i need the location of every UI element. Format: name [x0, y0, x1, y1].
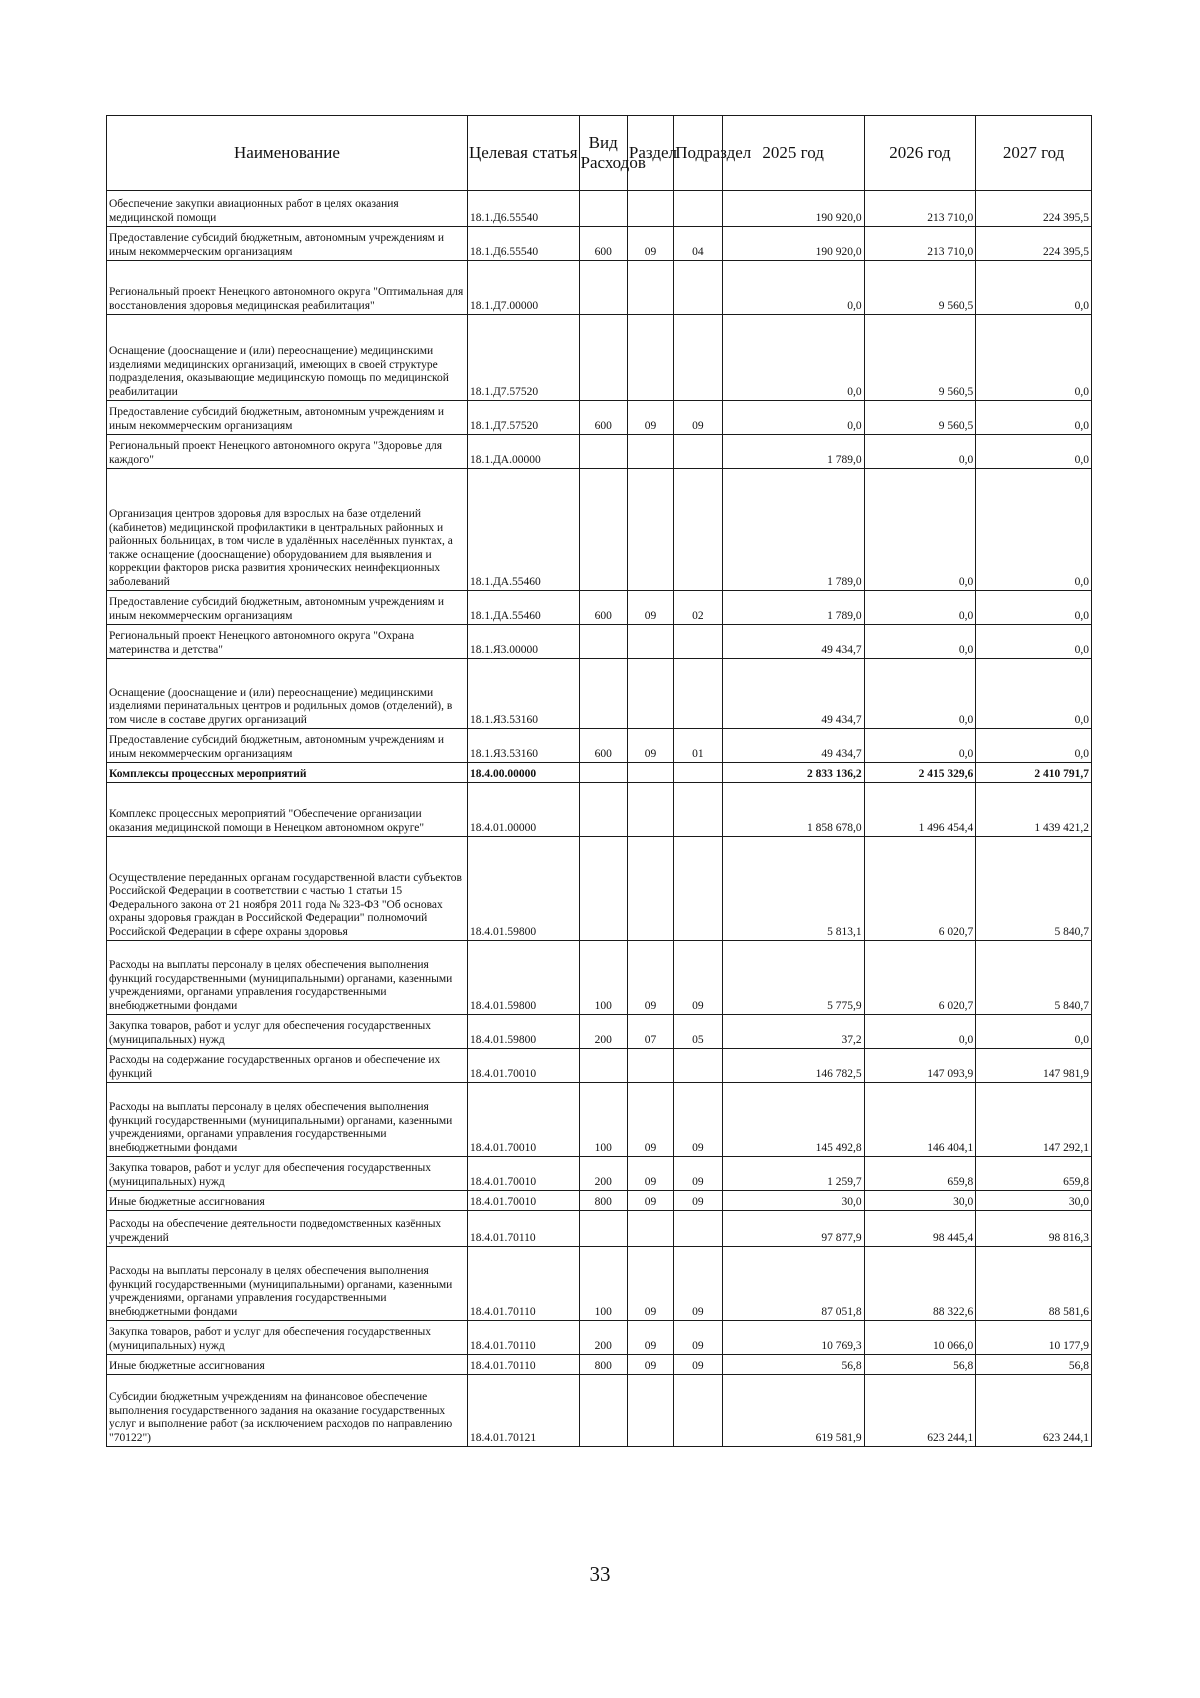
row-subsection: [674, 469, 722, 591]
row-value-2027: 56,8: [976, 1355, 1092, 1375]
row-target-article: 18.4.01.70010: [467, 1191, 579, 1211]
col-header-expense-type: Вид Расходов: [579, 116, 627, 191]
row-value-2025: 10 769,3: [722, 1321, 864, 1355]
row-value-2027: 0,0: [976, 469, 1092, 591]
row-value-2027: 98 816,3: [976, 1211, 1092, 1247]
table-row: [107, 1083, 1092, 1157]
row-name: Субсидии бюджетным учреждениям на финансовое обеспечение выполнения государственного задания на оказание государственных услуг и выполнение работ (за исключением расходов по направлению "70122"): [107, 1375, 468, 1447]
row-subsection: 09: [674, 401, 722, 435]
row-expense-type: 800: [579, 1191, 627, 1211]
row-target-article: 18.4.01.59800: [467, 941, 579, 1015]
row-subsection: 04: [674, 227, 722, 261]
row-section: [627, 469, 673, 591]
row-value-2027: 0,0: [976, 401, 1092, 435]
table-row: [107, 1191, 1092, 1211]
row-name: Обеспечение закупки авиационных работ в целях оказания медицинской помощи: [107, 191, 468, 227]
row-target-article: 18.4.01.70110: [467, 1355, 579, 1375]
row-value-2026: 98 445,4: [864, 1211, 976, 1247]
row-value-2027: 0,0: [976, 659, 1092, 729]
row-subsection: 09: [674, 1355, 722, 1375]
row-value-2027: 147 981,9: [976, 1049, 1092, 1083]
row-value-2025: 5 775,9: [722, 941, 864, 1015]
table-row: [107, 591, 1092, 625]
row-value-2026: 10 066,0: [864, 1321, 976, 1355]
row-target-article: 18.1.Я3.00000: [467, 625, 579, 659]
row-value-2027: 0,0: [976, 261, 1092, 315]
row-value-2025: 5 813,1: [722, 837, 864, 941]
table-row: [107, 1321, 1092, 1355]
row-value-2027: 0,0: [976, 591, 1092, 625]
row-name: Расходы на обеспечение деятельности подведомственных казённых учреждений: [107, 1211, 468, 1247]
row-expense-type: 100: [579, 1083, 627, 1157]
table-row: [107, 783, 1092, 837]
row-value-2025: 49 434,7: [722, 729, 864, 763]
table-row: [107, 659, 1092, 729]
row-subsection: [674, 191, 722, 227]
row-expense-type: 100: [579, 1247, 627, 1321]
row-value-2026: 9 560,5: [864, 401, 976, 435]
row-value-2026: 0,0: [864, 729, 976, 763]
table-row: [107, 315, 1092, 401]
row-name: Региональный проект Ненецкого автономного округа "Здоровье для каждого": [107, 435, 468, 469]
row-value-2025: 1 789,0: [722, 591, 864, 625]
table-row: [107, 191, 1092, 227]
row-value-2025: 145 492,8: [722, 1083, 864, 1157]
row-expense-type: [579, 625, 627, 659]
row-subsection: 09: [674, 1083, 722, 1157]
table-row: [107, 729, 1092, 763]
row-expense-type: 600: [579, 401, 627, 435]
row-section: [627, 783, 673, 837]
row-subsection: [674, 625, 722, 659]
row-section: [627, 261, 673, 315]
row-value-2026: 0,0: [864, 659, 976, 729]
row-expense-type: [579, 435, 627, 469]
row-expense-type: 600: [579, 729, 627, 763]
row-section: [627, 315, 673, 401]
row-section: 09: [627, 729, 673, 763]
row-value-2026: 0,0: [864, 625, 976, 659]
row-name: Иные бюджетные ассигнования: [107, 1355, 468, 1375]
row-value-2025: 30,0: [722, 1191, 864, 1211]
row-name: Иные бюджетные ассигнования: [107, 1191, 468, 1211]
row-expense-type: [579, 191, 627, 227]
row-expense-type: 200: [579, 1015, 627, 1049]
row-expense-type: 200: [579, 1321, 627, 1355]
row-expense-type: 600: [579, 227, 627, 261]
row-value-2025: 49 434,7: [722, 625, 864, 659]
row-subsection: [674, 1049, 722, 1083]
row-expense-type: 200: [579, 1157, 627, 1191]
row-name: Предоставление субсидий бюджетным, автономным учреждениям и иным некоммерческим организациям: [107, 729, 468, 763]
row-name: Предоставление субсидий бюджетным, автономным учреждениям и иным некоммерческим организациям: [107, 227, 468, 261]
row-expense-type: [579, 315, 627, 401]
row-subsection: 05: [674, 1015, 722, 1049]
row-target-article: 18.4.01.70010: [467, 1083, 579, 1157]
row-value-2026: 6 020,7: [864, 941, 976, 1015]
table-row: [107, 1015, 1092, 1049]
row-value-2026: 9 560,5: [864, 261, 976, 315]
table-body: [107, 191, 1092, 1447]
row-target-article: 18.4.00.00000: [467, 763, 579, 783]
row-name: Оснащение (дооснащение и (или) переоснащение) медицинскими изделиями перинатальных центров и родильных домов (отделений), в том числе в составе других организаций: [107, 659, 468, 729]
row-value-2026: 147 093,9: [864, 1049, 976, 1083]
row-subsection: 09: [674, 1247, 722, 1321]
row-subsection: [674, 315, 722, 401]
row-value-2027: 659,8: [976, 1157, 1092, 1191]
row-target-article: 18.1.Д7.57520: [467, 315, 579, 401]
row-target-article: 18.1.Д7.57520: [467, 401, 579, 435]
row-value-2025: 49 434,7: [722, 659, 864, 729]
row-expense-type: [579, 1211, 627, 1247]
row-subsection: [674, 659, 722, 729]
row-value-2027: 0,0: [976, 1015, 1092, 1049]
row-value-2025: 190 920,0: [722, 227, 864, 261]
row-value-2025: 1 789,0: [722, 469, 864, 591]
budget-sheet: [106, 115, 1092, 1447]
row-target-article: 18.4.01.70110: [467, 1247, 579, 1321]
row-expense-type: [579, 261, 627, 315]
row-name: Региональный проект Ненецкого автономного округа "Оптимальная для восстановления здоровья медицинская реабилитация": [107, 261, 468, 315]
row-subsection: [674, 837, 722, 941]
row-section: 09: [627, 1083, 673, 1157]
row-value-2027: 224 395,5: [976, 227, 1092, 261]
row-value-2027: 2 410 791,7: [976, 763, 1092, 783]
table-row: [107, 941, 1092, 1015]
row-subsection: 09: [674, 1157, 722, 1191]
row-expense-type: 800: [579, 1355, 627, 1375]
row-target-article: 18.4.01.70110: [467, 1211, 579, 1247]
row-target-article: 18.1.Я3.53160: [467, 659, 579, 729]
page-number: 33: [589, 1562, 611, 1586]
row-expense-type: [579, 469, 627, 591]
row-value-2027: 0,0: [976, 435, 1092, 469]
row-section: [627, 1049, 673, 1083]
row-name: Расходы на выплаты персоналу в целях обеспечения выполнения функций государственными (муниципальными) органами, казенными учреждениями, органами управления государственными внебюджетными фондами: [107, 1247, 468, 1321]
row-value-2025: 146 782,5: [722, 1049, 864, 1083]
row-value-2026: 623 244,1: [864, 1375, 976, 1447]
row-value-2027: 5 840,7: [976, 941, 1092, 1015]
row-section: [627, 763, 673, 783]
row-subsection: [674, 763, 722, 783]
row-name: Расходы на содержание государственных органов и обеспечение их функций: [107, 1049, 468, 1083]
row-value-2027: 224 395,5: [976, 191, 1092, 227]
row-section: 09: [627, 941, 673, 1015]
row-section: [627, 191, 673, 227]
row-target-article: 18.4.01.70121: [467, 1375, 579, 1447]
row-value-2025: 1 858 678,0: [722, 783, 864, 837]
row-value-2027: 88 581,6: [976, 1247, 1092, 1321]
row-expense-type: [579, 763, 627, 783]
row-value-2026: 0,0: [864, 591, 976, 625]
row-target-article: 18.1.ДА.55460: [467, 591, 579, 625]
row-section: [627, 1211, 673, 1247]
row-value-2025: 2 833 136,2: [722, 763, 864, 783]
row-value-2025: 0,0: [722, 315, 864, 401]
table-row: [107, 763, 1092, 783]
row-target-article: 18.4.01.70110: [467, 1321, 579, 1355]
row-target-article: 18.1.ДА.55460: [467, 469, 579, 591]
row-value-2025: 1 259,7: [722, 1157, 864, 1191]
row-value-2025: 37,2: [722, 1015, 864, 1049]
row-value-2027: 0,0: [976, 315, 1092, 401]
row-name: Закупка товаров, работ и услуг для обеспечения государственных (муниципальных) нужд: [107, 1157, 468, 1191]
table-row: [107, 625, 1092, 659]
row-target-article: 18.1.Д7.00000: [467, 261, 579, 315]
row-target-article: 18.1.ДА.00000: [467, 435, 579, 469]
row-name: Расходы на выплаты персоналу в целях обеспечения выполнения функций государственными (муниципальными) органами, казенными учреждениями, органами управления государственными внебюджетными фондами: [107, 941, 468, 1015]
row-value-2026: 56,8: [864, 1355, 976, 1375]
table-row: [107, 1247, 1092, 1321]
table-row: [107, 1211, 1092, 1247]
table-row: [107, 1049, 1092, 1083]
row-subsection: [674, 783, 722, 837]
row-subsection: 09: [674, 1321, 722, 1355]
row-target-article: 18.1.Я3.53160: [467, 729, 579, 763]
row-value-2025: 190 920,0: [722, 191, 864, 227]
row-value-2025: 87 051,8: [722, 1247, 864, 1321]
table-row: [107, 469, 1092, 591]
row-subsection: 09: [674, 1191, 722, 1211]
row-subsection: [674, 261, 722, 315]
row-value-2026: 0,0: [864, 435, 976, 469]
row-target-article: 18.4.01.59800: [467, 1015, 579, 1049]
col-header-subsection: Подраздел: [674, 116, 722, 191]
row-value-2026: 146 404,1: [864, 1083, 976, 1157]
row-expense-type: [579, 837, 627, 941]
row-value-2027: 147 292,1: [976, 1083, 1092, 1157]
row-value-2026: 30,0: [864, 1191, 976, 1211]
row-section: [627, 837, 673, 941]
row-value-2027: 0,0: [976, 729, 1092, 763]
row-section: 09: [627, 1247, 673, 1321]
row-name: Закупка товаров, работ и услуг для обеспечения государственных (муниципальных) нужд: [107, 1015, 468, 1049]
row-value-2026: 213 710,0: [864, 191, 976, 227]
row-value-2027: 1 439 421,2: [976, 783, 1092, 837]
table-row: [107, 1375, 1092, 1447]
row-value-2026: 659,8: [864, 1157, 976, 1191]
table-row: [107, 1355, 1092, 1375]
col-header-2027: 2027 год: [976, 116, 1092, 191]
row-value-2025: 1 789,0: [722, 435, 864, 469]
row-name: Закупка товаров, работ и услуг для обеспечения государственных (муниципальных) нужд: [107, 1321, 468, 1355]
col-header-2025: 2025 год: [722, 116, 864, 191]
row-section: [627, 1375, 673, 1447]
row-section: 07: [627, 1015, 673, 1049]
row-target-article: 18.4.01.70010: [467, 1157, 579, 1191]
row-expense-type: 600: [579, 591, 627, 625]
row-name: Предоставление субсидий бюджетным, автономным учреждениям и иным некоммерческим организациям: [107, 401, 468, 435]
row-name: Организация центров здоровья для взрослых на базе отделений (кабинетов) медицинской профилактики в центральных районных и районных больницах, в том числе в удалённых населённых пунктах, а также оснащение (дооснащение) оборудованием для выявления и коррекции факторов риска развития хронических неинфекционных заболеваний: [107, 469, 468, 591]
col-header-target-article: Целевая статья: [467, 116, 579, 191]
row-expense-type: [579, 659, 627, 729]
row-value-2025: 0,0: [722, 261, 864, 315]
row-value-2027: 623 244,1: [976, 1375, 1092, 1447]
row-value-2026: 88 322,6: [864, 1247, 976, 1321]
row-value-2026: 9 560,5: [864, 315, 976, 401]
row-name: Предоставление субсидий бюджетным, автономным учреждениям и иным некоммерческим организациям: [107, 591, 468, 625]
table-row: [107, 261, 1092, 315]
row-value-2027: 10 177,9: [976, 1321, 1092, 1355]
row-value-2027: 5 840,7: [976, 837, 1092, 941]
row-value-2026: 0,0: [864, 1015, 976, 1049]
row-value-2026: 1 496 454,4: [864, 783, 976, 837]
table-row: [107, 837, 1092, 941]
col-header-name: Наименование: [107, 116, 468, 191]
row-value-2026: 213 710,0: [864, 227, 976, 261]
row-expense-type: [579, 783, 627, 837]
row-target-article: 18.4.01.00000: [467, 783, 579, 837]
row-value-2025: 97 877,9: [722, 1211, 864, 1247]
col-header-section: Раздел: [627, 116, 673, 191]
row-expense-type: [579, 1049, 627, 1083]
header-row: [107, 116, 1092, 191]
row-name: Осуществление переданных органам государственной власти субъектов Российской Федерации в соответствии с частью 1 статьи 15 Федерального закона от 21 ноября 2011 года № 323-ФЗ "Об основах охраны здоровья граждан в Российской Федерации" полномочий Российской Федерации в сфере охраны здоровья: [107, 837, 468, 941]
row-expense-type: 100: [579, 941, 627, 1015]
row-subsection: 01: [674, 729, 722, 763]
row-target-article: 18.1.Д6.55540: [467, 191, 579, 227]
row-value-2026: 2 415 329,6: [864, 763, 976, 783]
row-section: 09: [627, 1321, 673, 1355]
row-name: Оснащение (дооснащение и (или) переоснащение) медицинскими изделиями медицинских организаций, имеющих в своей структуре подразделения, оказывающие медицинскую помощь по медицинской реабилитации: [107, 315, 468, 401]
row-value-2026: 0,0: [864, 469, 976, 591]
row-subsection: 09: [674, 941, 722, 1015]
row-section: 09: [627, 401, 673, 435]
row-value-2026: 6 020,7: [864, 837, 976, 941]
row-expense-type: [579, 1375, 627, 1447]
row-name: Расходы на выплаты персоналу в целях обеспечения выполнения функций государственными (муниципальными) органами, казенными учреждениями, органами управления государственными внебюджетными фондами: [107, 1083, 468, 1157]
row-target-article: 18.1.Д6.55540: [467, 227, 579, 261]
table-row: [107, 435, 1092, 469]
row-section: [627, 659, 673, 729]
table-row: [107, 227, 1092, 261]
row-value-2025: 56,8: [722, 1355, 864, 1375]
row-section: 09: [627, 1157, 673, 1191]
row-target-article: 18.4.01.70010: [467, 1049, 579, 1083]
row-section: 09: [627, 591, 673, 625]
row-name: Комплексы процессных мероприятий: [107, 763, 468, 783]
table-row: [107, 401, 1092, 435]
row-subsection: 02: [674, 591, 722, 625]
row-subsection: [674, 435, 722, 469]
row-value-2025: 0,0: [722, 401, 864, 435]
row-value-2025: 619 581,9: [722, 1375, 864, 1447]
row-subsection: [674, 1211, 722, 1247]
row-section: [627, 625, 673, 659]
row-section: 09: [627, 1355, 673, 1375]
row-subsection: [674, 1375, 722, 1447]
row-name: Комплекс процессных мероприятий "Обеспечение организации оказания медицинской помощи в Ненецком автономном округе": [107, 783, 468, 837]
row-name: Региональный проект Ненецкого автономного округа "Охрана материнства и детства": [107, 625, 468, 659]
row-section: [627, 435, 673, 469]
row-value-2027: 0,0: [976, 625, 1092, 659]
col-header-2026: 2026 год: [864, 116, 976, 191]
row-value-2027: 30,0: [976, 1191, 1092, 1211]
row-section: 09: [627, 1191, 673, 1211]
budget-table: [106, 115, 1092, 1447]
row-section: 09: [627, 227, 673, 261]
table-row: [107, 1157, 1092, 1191]
row-target-article: 18.4.01.59800: [467, 837, 579, 941]
